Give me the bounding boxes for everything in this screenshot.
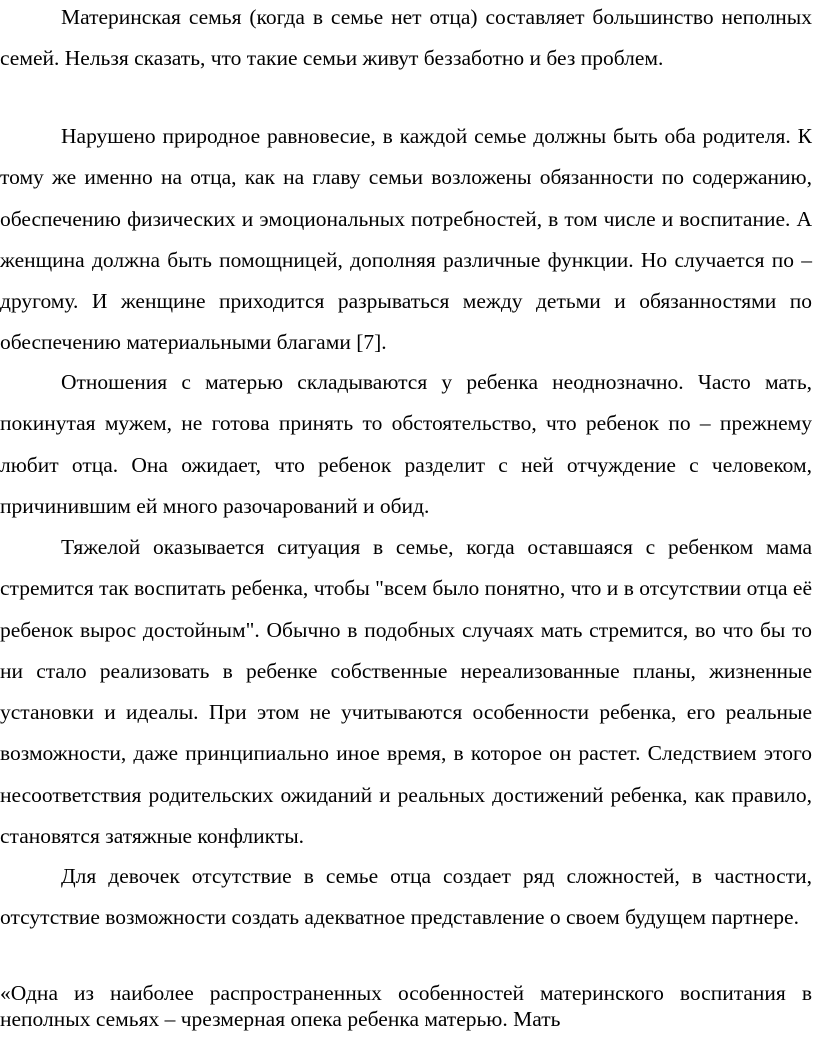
paragraph-4: Тяжелой оказывается ситуация в семье, когда оставшаяся с ребенком мама стремится так воспитать ребенка, чтобы "всем было понятно, что и в отсутствии отца её ребенок вырос достойным". Обычно в подобных случаях мать стремится, во что бы то ни стало реализовать в ребенке собственные нереализованные планы, жизненные установки и идеалы. При этом не учитываются особенности ребенка, его реальные возможности, даже принципиально иное время, в которое он растет. Следствием этого несоответствия родительских ожиданий и реальных достижений ребенка, как правило, становятся затяжные конфликты. [0,535,812,849]
paragraph-5: Для девочек отсутствие в семье отца создает ряд сложностей, в частности, отсутствие возможности создать адекватное представление о своем будущем партнере. [0,864,812,930]
paragraph-1: Материнская семья (когда в семье нет отца) составляет большинство неполных семей. Нельзя сказать, что такие семьи живут беззаботно и без проблем. [0,5,812,71]
paragraph-3: Отношения с матерью складываются у ребенка неоднозначно. Часто мать, покинутая мужем, не готова принять то обстоятельство, что ребенок по – прежнему любит отца. Она ожидает, что ребенок разделит с ней отчуждение с человеком, причинившим ей много разочарований и обид. [0,370,812,518]
quote-paragraph: «Одна из наиболее распространенных особенностей материнского воспитания в неполных семьях – чрезмерная опека ребенка матерью. Мать [0,981,812,1031]
paragraph-2: Нарушено природное равновесие, в каждой семье должны быть оба родителя. К тому же именно на отца, как на главу семьи возложены обязанности по содержанию, обеспечению физических и эмоциональных потребностей, в том числе и воспитание. А женщина должна быть помощницей, дополняя различные функции. Но случается по – другому. И женщине приходится разрываться между детьми и обязанностями по обеспечению материальными благами [7]. [0,124,812,355]
